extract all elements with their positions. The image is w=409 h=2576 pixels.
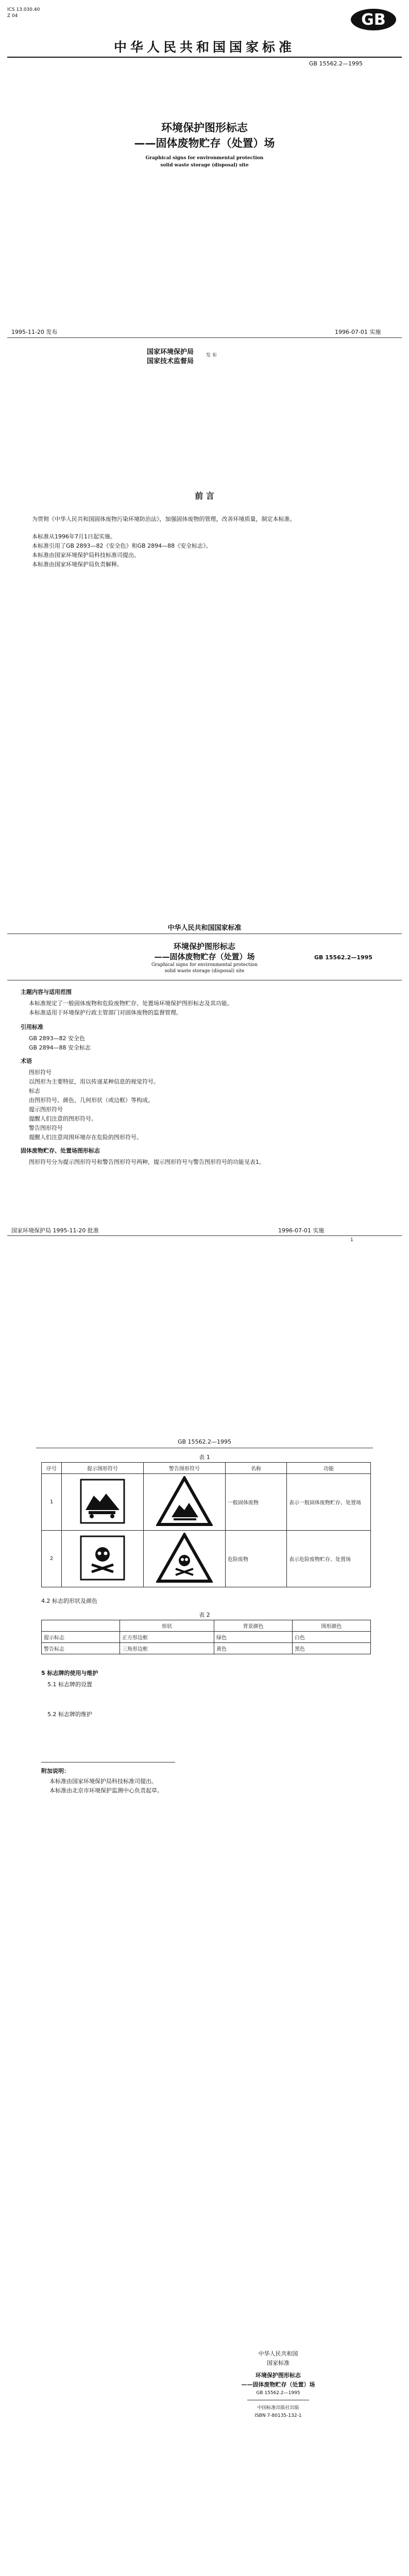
prompt-sign-hazardous-waste-icon <box>79 1535 126 1581</box>
body-footer-rule <box>7 1235 402 1236</box>
publish-date: 1995-11-20 发布 <box>11 329 58 335</box>
table1-row2-warning <box>144 1531 226 1587</box>
section-3-4: 警告图形符号 <box>29 1125 63 1131</box>
back-title-2: ——固体废物贮存（处置）场 <box>241 2381 315 2388</box>
table1-h-func: 功能 <box>287 1463 371 1474</box>
doc-title-line1: 环境保护图形标志 <box>161 122 248 134</box>
foreword-para-2: 本标准从1996年7月1日起实施。 <box>32 533 116 540</box>
table2-r2-c3: 黑色 <box>292 1643 370 1654</box>
table2-h-3: 图形颜色 <box>292 1620 370 1632</box>
cover-page <box>0 0 409 407</box>
issuer-line1: 国家环境保护局 <box>147 348 194 356</box>
standard-title: 中华人民共和国国家标准 <box>113 40 295 55</box>
body-header: 中华人民共和国国家标准 <box>167 924 242 932</box>
doc-title-en-line1: Graphical signs for environmental protection <box>145 156 264 161</box>
section-2: 引用标准 <box>21 1024 43 1030</box>
back-isbn: ISBN 7-80135-132-1 <box>254 2413 302 2418</box>
table1-row1-warning <box>144 1474 226 1531</box>
running-header: GB 15562.2—1995 <box>177 1438 232 1445</box>
warning-sign-general-waste-icon <box>156 1476 213 1527</box>
back-title-1: 环境保护图形标志 <box>255 2372 301 2379</box>
issuer-line2: 国家技术监督局 <box>147 358 194 365</box>
table-row <box>42 1643 371 1654</box>
table2-h-0 <box>42 1620 120 1632</box>
foreword-page <box>0 407 409 819</box>
foreword-para-4: 本标准由国家环境保护局科技标准司提出。 <box>32 552 140 558</box>
table2-r2-c1: 三角形边框 <box>120 1643 214 1654</box>
table2-h-2: 背景颜色 <box>214 1620 292 1632</box>
section-3-2: 标志 <box>29 1088 40 1094</box>
ics-code: ICS 13.030.40 <box>7 7 40 12</box>
foreword-para-5: 本标准由国家环境保护局负责解释。 <box>32 561 123 568</box>
table1-row1-func: 表示一般固体废物贮存、处置场 <box>287 1474 371 1531</box>
body-page-number: 1 <box>350 1238 353 1243</box>
back-cover-page <box>0 1958 409 2576</box>
table1 <box>41 1462 371 1587</box>
table-row <box>42 1474 371 1531</box>
section-2-ref-b: GB 2894—88 安全标志 <box>29 1044 91 1051</box>
back-publisher: 中国标准出版社出版 <box>257 2405 299 2411</box>
body-approval: 国家环境保护局 1995-11-20 批准 <box>11 1227 99 1234</box>
section-5-1: 5.1 标志牌的设置 <box>47 1681 92 1688</box>
tables-page <box>0 1247 409 1958</box>
foreword-para-1: 为贯彻《中华人民共和国固体废物污染环境防治法》，加强固体废物的管理，改善环境质量，制定本标准。 <box>32 516 296 522</box>
section-3-1: 图形符号 <box>29 1069 52 1076</box>
issuer-suffix: 发 布 <box>206 353 217 358</box>
table1-h-no: 序号 <box>42 1463 62 1474</box>
section-1: 主题内容与适用范围 <box>21 989 72 995</box>
table2-r2-c2: 黄色 <box>214 1643 292 1654</box>
ccs-code: Z 04 <box>7 13 18 19</box>
back-header-2: 国家标准 <box>267 2360 289 2366</box>
body-title-en-line2: solid waste storage (disposal) site <box>164 969 245 974</box>
warning-sign-hazardous-waste-icon <box>156 1533 213 1583</box>
back-standard-no: GB 15562.2—1995 <box>256 2391 300 2396</box>
body-title-en-line1: Graphical signs for environmental protection <box>151 962 258 968</box>
section-4: 固体废物贮存、处置场图形标志 <box>21 1147 100 1154</box>
section-1-text-a: 本标准规定了一般固体废物和危险废物贮存、处置场环境保护图形标志及其功能。 <box>29 1000 233 1007</box>
section-4-1: 图形符号分为提示图形符号和警告图形符号两种，提示图形符号与警告图形符号的功能见表1。 <box>29 1159 265 1165</box>
foreword-para-3: 本标准引用了GB 2893—82《安全色》和GB 2894—88《安全标志》。 <box>32 543 212 549</box>
body-page <box>0 819 409 1247</box>
section-5-2: 5.2 标志牌的维护 <box>47 1711 92 1718</box>
section-5: 5 标志牌的使用与维护 <box>41 1670 98 1676</box>
table1-h-prompt: 提示图形符号 <box>62 1463 144 1474</box>
table2-header-row <box>42 1620 371 1632</box>
body-implement: 1996-07-01 实施 <box>278 1227 325 1234</box>
body-title-line2: ——固体废物贮存（处置）场 <box>154 952 255 961</box>
title-rule <box>7 57 402 58</box>
body-title-line1: 环境保护图形标志 <box>173 942 235 951</box>
table1-h-name: 名称 <box>226 1463 287 1474</box>
foreword-heading: 前 言 <box>195 491 214 501</box>
table1-row1-no: 1 <box>42 1474 62 1531</box>
section-3-3: 提示图形符号 <box>29 1106 63 1113</box>
standard-number: GB 15562.2—1995 <box>309 60 363 67</box>
section-4-2: 4.2 标志的形状及颜色 <box>41 1598 97 1604</box>
table2-r1-c2: 绿色 <box>214 1632 292 1643</box>
table2-r2-c0: 警告标志 <box>42 1643 120 1654</box>
appendix-title: 附加说明： <box>41 1768 70 1774</box>
section-3-1-text: 以图形为主要特征，用以传递某种信息的视觉符号。 <box>29 1078 159 1085</box>
section-1-text-b: 本标准适用于环境保护行政主管部门对固体废物的监督管理。 <box>29 1009 182 1016</box>
table2-h-1: 形状 <box>120 1620 214 1632</box>
section-3-4-text: 提醒人们注意周围环境存在危险的图形符号。 <box>29 1134 142 1141</box>
body-standard-number: GB 15562.2—1995 <box>314 954 372 961</box>
table1-row1-prompt <box>62 1474 144 1531</box>
table-row <box>42 1632 371 1643</box>
table1-row2-func: 表示危险废物贮存、处置场 <box>287 1531 371 1587</box>
doc-title-en-line2: solid waste storage (disposal) site <box>160 163 249 168</box>
section-3-3-text: 提醒人们注意的图形符号。 <box>29 1115 97 1122</box>
date-rule <box>7 337 402 338</box>
table1-row2-prompt <box>62 1531 144 1587</box>
section-3-2-text: 由图形符号、颜色、几何形状（或边框）等构成。 <box>29 1097 154 1104</box>
svg-text:GB: GB <box>361 11 386 29</box>
table2-r1-c3: 白色 <box>292 1632 370 1643</box>
implement-date: 1996-07-01 实施 <box>335 329 381 335</box>
back-header-1: 中华人民共和国 <box>258 2350 298 2357</box>
section-3: 术语 <box>21 1058 32 1064</box>
table2-caption: 表 2 <box>199 1612 210 1618</box>
table1-caption: 表 1 <box>199 1454 210 1461</box>
table1-row1-name: 一般固体废物 <box>226 1474 287 1531</box>
table2 <box>41 1620 371 1654</box>
table2-r1-c1: 正方形边框 <box>120 1632 214 1643</box>
table1-header-row <box>42 1463 371 1474</box>
section-2-ref-a: GB 2893—82 安全色 <box>29 1035 86 1042</box>
table1-h-warning: 警告图形符号 <box>144 1463 226 1474</box>
appendix-line-1: 本标准由国家环境保护局科技标准司提出。 <box>49 1778 157 1785</box>
table1-row2-no: 2 <box>42 1531 62 1587</box>
table2-r1-c0: 提示标志 <box>42 1632 120 1643</box>
doc-title-line2: ——固体废物贮存（处置）场 <box>134 137 275 149</box>
prompt-sign-general-waste-icon <box>79 1478 126 1524</box>
table1-row2-name: 危险废物 <box>226 1531 287 1587</box>
gb-logo-icon <box>350 8 397 31</box>
table-row <box>42 1531 371 1587</box>
appendix-line-2: 本标准由北京市环境保护监测中心负责起草。 <box>49 1787 163 1794</box>
